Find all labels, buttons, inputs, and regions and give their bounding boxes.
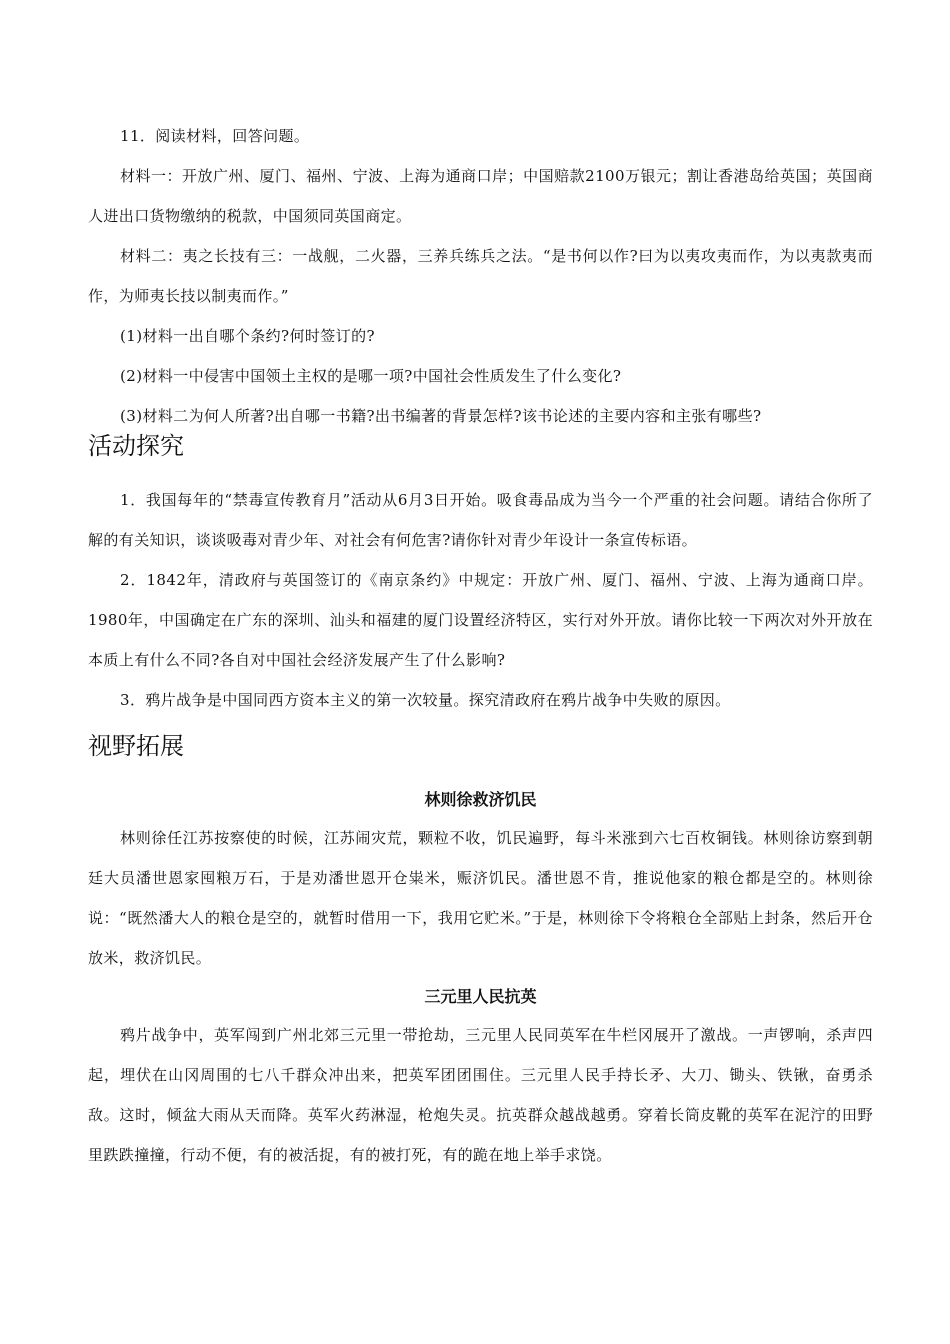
story-2-title: 三元里人民抗英	[424, 987, 537, 1006]
story-1-block	[88, 818, 873, 978]
sub-question-1: (1)材料一出自哪个条约?何时签订的?	[120, 327, 375, 345]
sub-question-3: (3)材料二为何人所著?出自哪一书籍?出书编著的背景怎样?该书论述的主要内容和主张有哪些?	[120, 407, 762, 425]
material-one: 材料一：开放广州、厦门、福州、宁波、上海为通商口岸；中国赔款2100万银元；割让香港岛给英国；英国商人进出口货物缴纳的税款，中国须同英国商定。	[88, 167, 873, 225]
material-two: 材料二：夷之长技有三：一战舰，二火器，三养兵练兵之法。“是书何以作?曰为以夷攻夷而作，为以夷款夷而作，为师夷长技以制夷而作。”	[88, 247, 873, 305]
question-11-intro: 11．阅读材料，回答问题。	[120, 127, 310, 145]
activity-item-1: 1．我国每年的“禁毒宣传教育月”活动从6月3日开始。吸食毒品成为当今一个严重的社会问题。请结合你所了解的有关知识，谈谈吸毒对青少年、对社会有何危害?请你针对青少年设计一条宣传标语。	[88, 491, 873, 549]
extension-heading: 视野拓展	[88, 732, 184, 760]
reading-question-block	[88, 116, 873, 436]
story-1-text: 林则徐任江苏按察使的时候，江苏闹灾荒，颗粒不收，饥民遍野，每斗米涨到六七百枚铜钱。林则徐访察到朝廷大员潘世恩家囤粮万石，于是劝潘世恩开仓粜米，赈济饥民。潘世恩不肯，推说他家的粮仓都是空的。林则徐说：“既然潘大人的粮仓是空的，就暂时借用一下，我用它贮米。”于是，林则徐下令将粮仓全部贴上封条，然后开仓放米，救济饥民。	[88, 829, 873, 967]
activity-item-3: 3．鸦片战争是中国同西方资本主义的第一次较量。探究清政府在鸦片战争中失败的原因。	[120, 691, 731, 709]
activity-block	[88, 480, 873, 720]
sub-question-2: (2)材料一中侵害中国领土主权的是哪一项?中国社会性质发生了什么变化?	[120, 367, 622, 385]
activity-heading: 活动探究	[88, 432, 184, 460]
story-2-block	[88, 1015, 873, 1175]
activity-item-2: 2．1842年，清政府与英国签订的《南京条约》中规定：开放广州、厦门、福州、宁波、上海为通商口岸。1980年，中国确定在广东的深圳、汕头和福建的厦门设置经济特区，实行对外开放。请你比较一下两次对外开放在本质上有什么不同?各自对中国社会经济发展产生了什么影响?	[88, 571, 873, 669]
story-1-title: 林则徐救济饥民	[424, 790, 537, 809]
story-2-text: 鸦片战争中，英军闯到广州北郊三元里一带抢劫，三元里人民同英军在牛栏冈展开了激战。一声锣响，杀声四起，埋伏在山冈周围的七八千群众冲出来，把英军团团围住。三元里人民手持长矛、大刀、锄头、铁锹，奋勇杀敌。这时，倾盆大雨从天而降。英军火药淋湿，枪炮失灵。抗英群众越战越勇。穿着长筒皮靴的英军在泥泞的田野里跌跌撞撞，行动不便，有的被活捉，有的被打死，有的跪在地上举手求饶。	[88, 1026, 873, 1164]
